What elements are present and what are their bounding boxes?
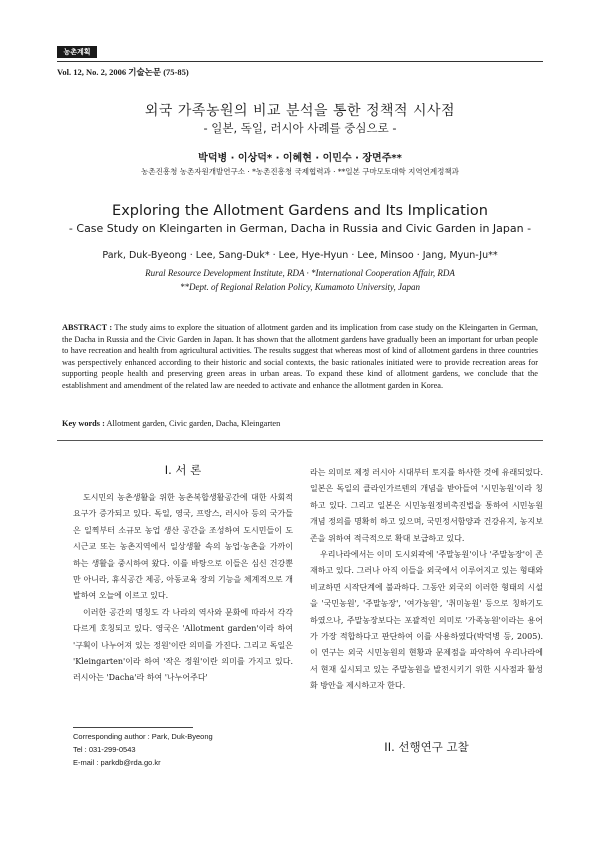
footnote-email: E-mail : parkdb@rda.go.kr (73, 758, 161, 767)
intro-paragraph-2: 이러한 공간의 명칭도 각 나라의 역사와 문화에 따라서 각각 다르게 호칭되고 있다. 영국은 'Allotment garden'이라 하여 '구획이 나누어져 있는 정원'이란 의미를 가진다. 그리고 독일은 'Kleingarten'이라 하여 '작은 정원'이란 의미를 가지고 있다. 러시아는 'Dacha'라 하여 '나누어주다' (73, 607, 293, 683)
english-authors: Park, Duk-Byeong · Lee, Sang-Duk* · Lee, Hye-Hyun · Lee, Minsoo · Jang, Myun-Ju** (102, 250, 498, 261)
left-column-body (73, 490, 293, 687)
keywords-text: Allotment garden, Civic garden, Dacha, Kleingarten (106, 419, 281, 428)
abstract-label: ABSTRACT : (62, 323, 113, 332)
keywords-label: Key words : (62, 419, 105, 428)
intro-paragraph-3: 우리나라에서는 이미 도시외곽에 '주말농원'이나 '주말농장'이 존재하고 있다. 그러나 아직 이들을 외국에서 이루어지고 있는 형태와 비교하면 시작단계에 불과하다. 그동안 외국의 이러한 형태의 시설을 '국민농원', '주말농장', '여가농원', '취미농원' 등으로 칭하기도 하였으나, 주말농장보다는 포괄적인 의미로 '가족농원'이라는 용어가 가장 적합하다고 판단하여 이를 사용하였다(박덕병 등, 2005). 이 연구는 외국 시민농원의 현황과 문제점을 파악하여 우리나라에서 현재 실시되고 있는 주말농원을 발전시키기 위한 시사점과 활성화 방안을 제시하고자 한다. (310, 550, 543, 691)
abstract-separator (57, 440, 543, 441)
korean-authors: 박덕병 · 이상덕* · 이혜현 · 이민수 · 장면주** (198, 153, 402, 164)
english-affiliation-1: Rural Resource Development Institute, RDA · *International Cooperation Affair, RDA (145, 268, 455, 278)
abstract (62, 322, 538, 392)
keywords (62, 419, 280, 428)
right-column-body (310, 465, 543, 695)
english-title: Exploring the Allotment Gardens and Its Implication (112, 203, 488, 219)
abstract-text: The study aims to explore the situation of allotment garden and its implication from case study on the Kleingarten in German, the Dacha in Russia and the Civic Garden in Japan. It has shown that the allotment gardens have gradually been an important for urban people to have recreation and health from agricultural activities. The results suggest that whereas most of kind of allotment gardens in three countries was perspectively enhanced according to their historic and social contexts, the basic rationales initiated were to provide recreation areas for supporting people health and preserving green areas in urban areas. To expand these kind of allotment gardens, we conclude that the establishment and amendment of the related law are needed to activate and enhance the allotment garden in Korea. (62, 323, 538, 390)
korean-subtitle: - 일본, 독일, 러시아 사례를 중심으로 - (203, 121, 397, 135)
journal-badge: 농촌계획 (57, 46, 97, 58)
section-1-heading: I. 서 론 (164, 463, 202, 477)
footnote-tel: Tel : 031-299-0543 (73, 745, 136, 754)
section-2-heading: II. 선행연구 고찰 (384, 740, 469, 754)
journal-info: Vol. 12, No. 2, 2006 기술논문 (75-85) (57, 67, 189, 77)
korean-title: 외국 가족농원의 비교 분석을 통한 정책적 시사점 (144, 103, 456, 119)
english-subtitle: - Case Study on Kleingarten in German, Dacha in Russia and Civic Garden in Japan - (68, 222, 532, 235)
intro-paragraph-1: 도시민의 농촌생활을 위한 농촌복합생활공간에 대한 사회적 요구가 증가되고 있다. 독일, 영국, 프랑스, 러시아 등의 국가들은 일찍부터 소규모 농업 생산 공간을 조성하여 도시민들이 도시근교 또는 농촌지역에서 일상생활 속의 농업·농촌을 가까이 하는 생활을 중시하여 왔다. 이를 바탕으로 이들은 심신 건강뿐만 아니라, 휴식공간 제공, 아동교육 장의 기능을 체계적으로 개발하여 오늘에 이르고 있다. (73, 493, 293, 601)
footnote-rule (73, 727, 193, 728)
footnote-author: Corresponding author : Park, Duk-Byeong (73, 732, 213, 741)
korean-affiliations: 농촌진흥청 농촌자원개발연구소 · *농촌진흥청 국제협력과 · **일본 구마모토대학 지역연계정책과 (141, 167, 459, 176)
header-rule (57, 61, 543, 62)
english-affiliation-2: **Dept. of Regional Relation Policy, Kumamoto University, Japan (180, 282, 420, 292)
intro-paragraph-2-cont: 라는 의미로 제정 러시아 시대부터 토지를 하사한 것에 유래되었다. 일본은 독일의 클라인가르텐의 개념을 받아들여 '시민농원'이라 칭하고 있다. 그리고 일본은 시민농원정비촉진법을 통하여 시민농원 개념 정의를 명확히 하고 있으며, 국민정서함양과 건강유지, 농지보존을 위하여 적극적으로 확대 보급하고 있다. (310, 468, 543, 543)
